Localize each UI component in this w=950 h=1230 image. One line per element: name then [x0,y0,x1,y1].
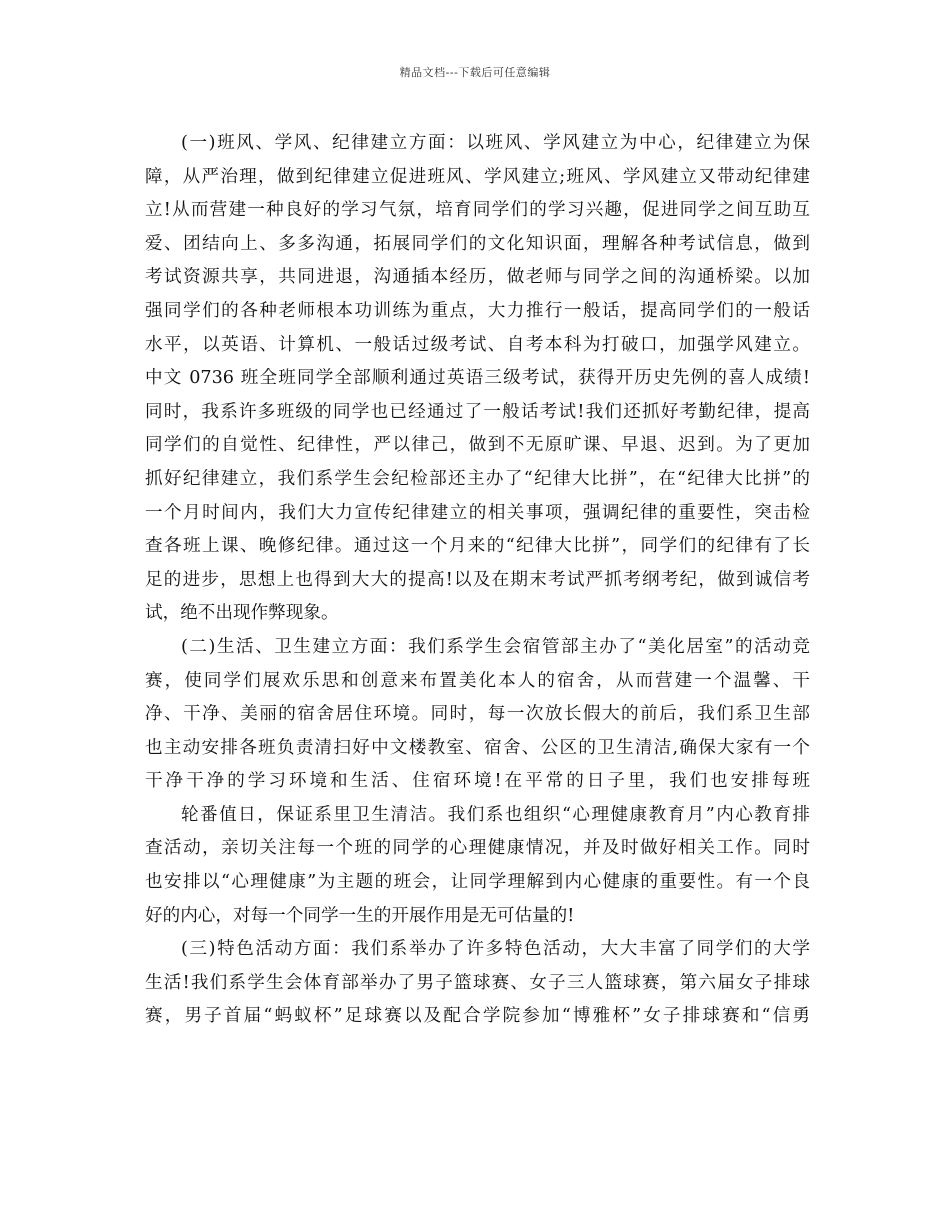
text-line: 水平，以英语、计算机、一般话过级考试、自考本科为打破口，加强学风建立。 [145,334,810,355]
text-line: 也安排以“心理健康”为主题的班会，让同学理解到内心健康的重要性。有一个良 [145,872,810,893]
text-line: 同时，我系许多班级的同学也已经通过了一般话考试!我们还抓好考勤纪律，提高 [145,401,810,422]
text-line: 强同学们的各种老师根本功训练为重点，大力推行一般话，提高同学们的一般话 [145,300,810,321]
text-line: 轮番值日，保证系里卫生清洁。我们系也组织“心理健康教育月”内心教育排 [181,804,810,825]
text-line: 同学们的自觉性、纪律性，严以律己，做到不无原旷课、早退、迟到。为了更加 [145,435,810,456]
text-line: 生活!我们系学生会体育部举办了男子篮球赛、女子三人篮球赛，第六届女子排球 [145,972,810,993]
text-line: 查各班上课、晚修纪律。通过这一个月来的“纪律大比拼”，同学们的纪律有了长 [145,536,810,557]
text-line: 中文 0736 班全班同学全部顺利通过英语三级考试，获得开历史先例的喜人成绩! [145,368,810,389]
text-line: 障，从严治理，做到纪律建立促进班风、学风建立;班风、学风建立又带动纪律建 [145,166,810,187]
text-line: 赛，使同学们展欢乐思和创意来布置美化本人的宿舍，从而营建一个温馨、干 [145,670,810,691]
page-header: 精品文档---下载后可任意编辑 [399,66,551,79]
text-line: 净、干净、美丽的宿舍居住环境。同时，每一次放长假大的前后，我们系卫生部 [145,704,810,725]
text-line: 抓好纪律建立，我们系学生会纪检部还主办了“纪律大比拼”，在“纪律大比拼”的 [145,468,810,489]
text-line: (三)特色活动方面：我们系举办了许多特色活动，大大丰富了同学们的大学 [181,939,810,960]
text-line: (二)生活、卫生建立方面：我们系学生会宿管部主办了“美化居室”的活动竞 [181,636,810,657]
text-line: 一个月时间内，我们大力宣传纪律建立的相关事项，强调纪律的重要性，突击检 [145,502,810,523]
text-line: 也主动安排各班负责清扫好中文楼教室、宿舍、公区的卫生清洁,确保大家有一个 [145,737,810,758]
text-line: 立!从而营建一种良好的学习气氛，培育同学们的学习兴趣，促进同学之间互助互 [145,200,810,221]
text-line: 试，绝不出现作弊现象。 [145,603,339,624]
body-text [145,127,810,1034]
text-line: 查活动，亲切关注每一个班的同学的心理健康情况，并及时做好相关工作。同时 [145,838,810,859]
text-line: 足的进步，思想上也得到大大的提高!以及在期末考试严抓考纲考纪，做到诚信考 [145,569,810,590]
text-line: 赛，男子首届“蚂蚁杯”足球赛以及配合学院参加“博雅杯”女子排球赛和“信勇 [145,1006,810,1027]
text-line: 好的内心，对每一个同学一生的开展作用是无可估量的! [145,905,575,926]
text-line: 干净干净的学习环境和生活、住宿环境!在平常的日子里，我们也安排每班 [145,771,810,792]
text-line: 考试资源共享，共同进退，沟通插本经历，做老师与同学之间的沟通桥梁。以加 [145,267,810,288]
text-line: 爱、团结向上、多多沟通，拓展同学们的文化知识面，理解各种考试信息，做到 [145,233,810,254]
text-line: (一)班风、学风、纪律建立方面：以班风、学风建立为中心，纪律建立为保 [181,133,810,153]
